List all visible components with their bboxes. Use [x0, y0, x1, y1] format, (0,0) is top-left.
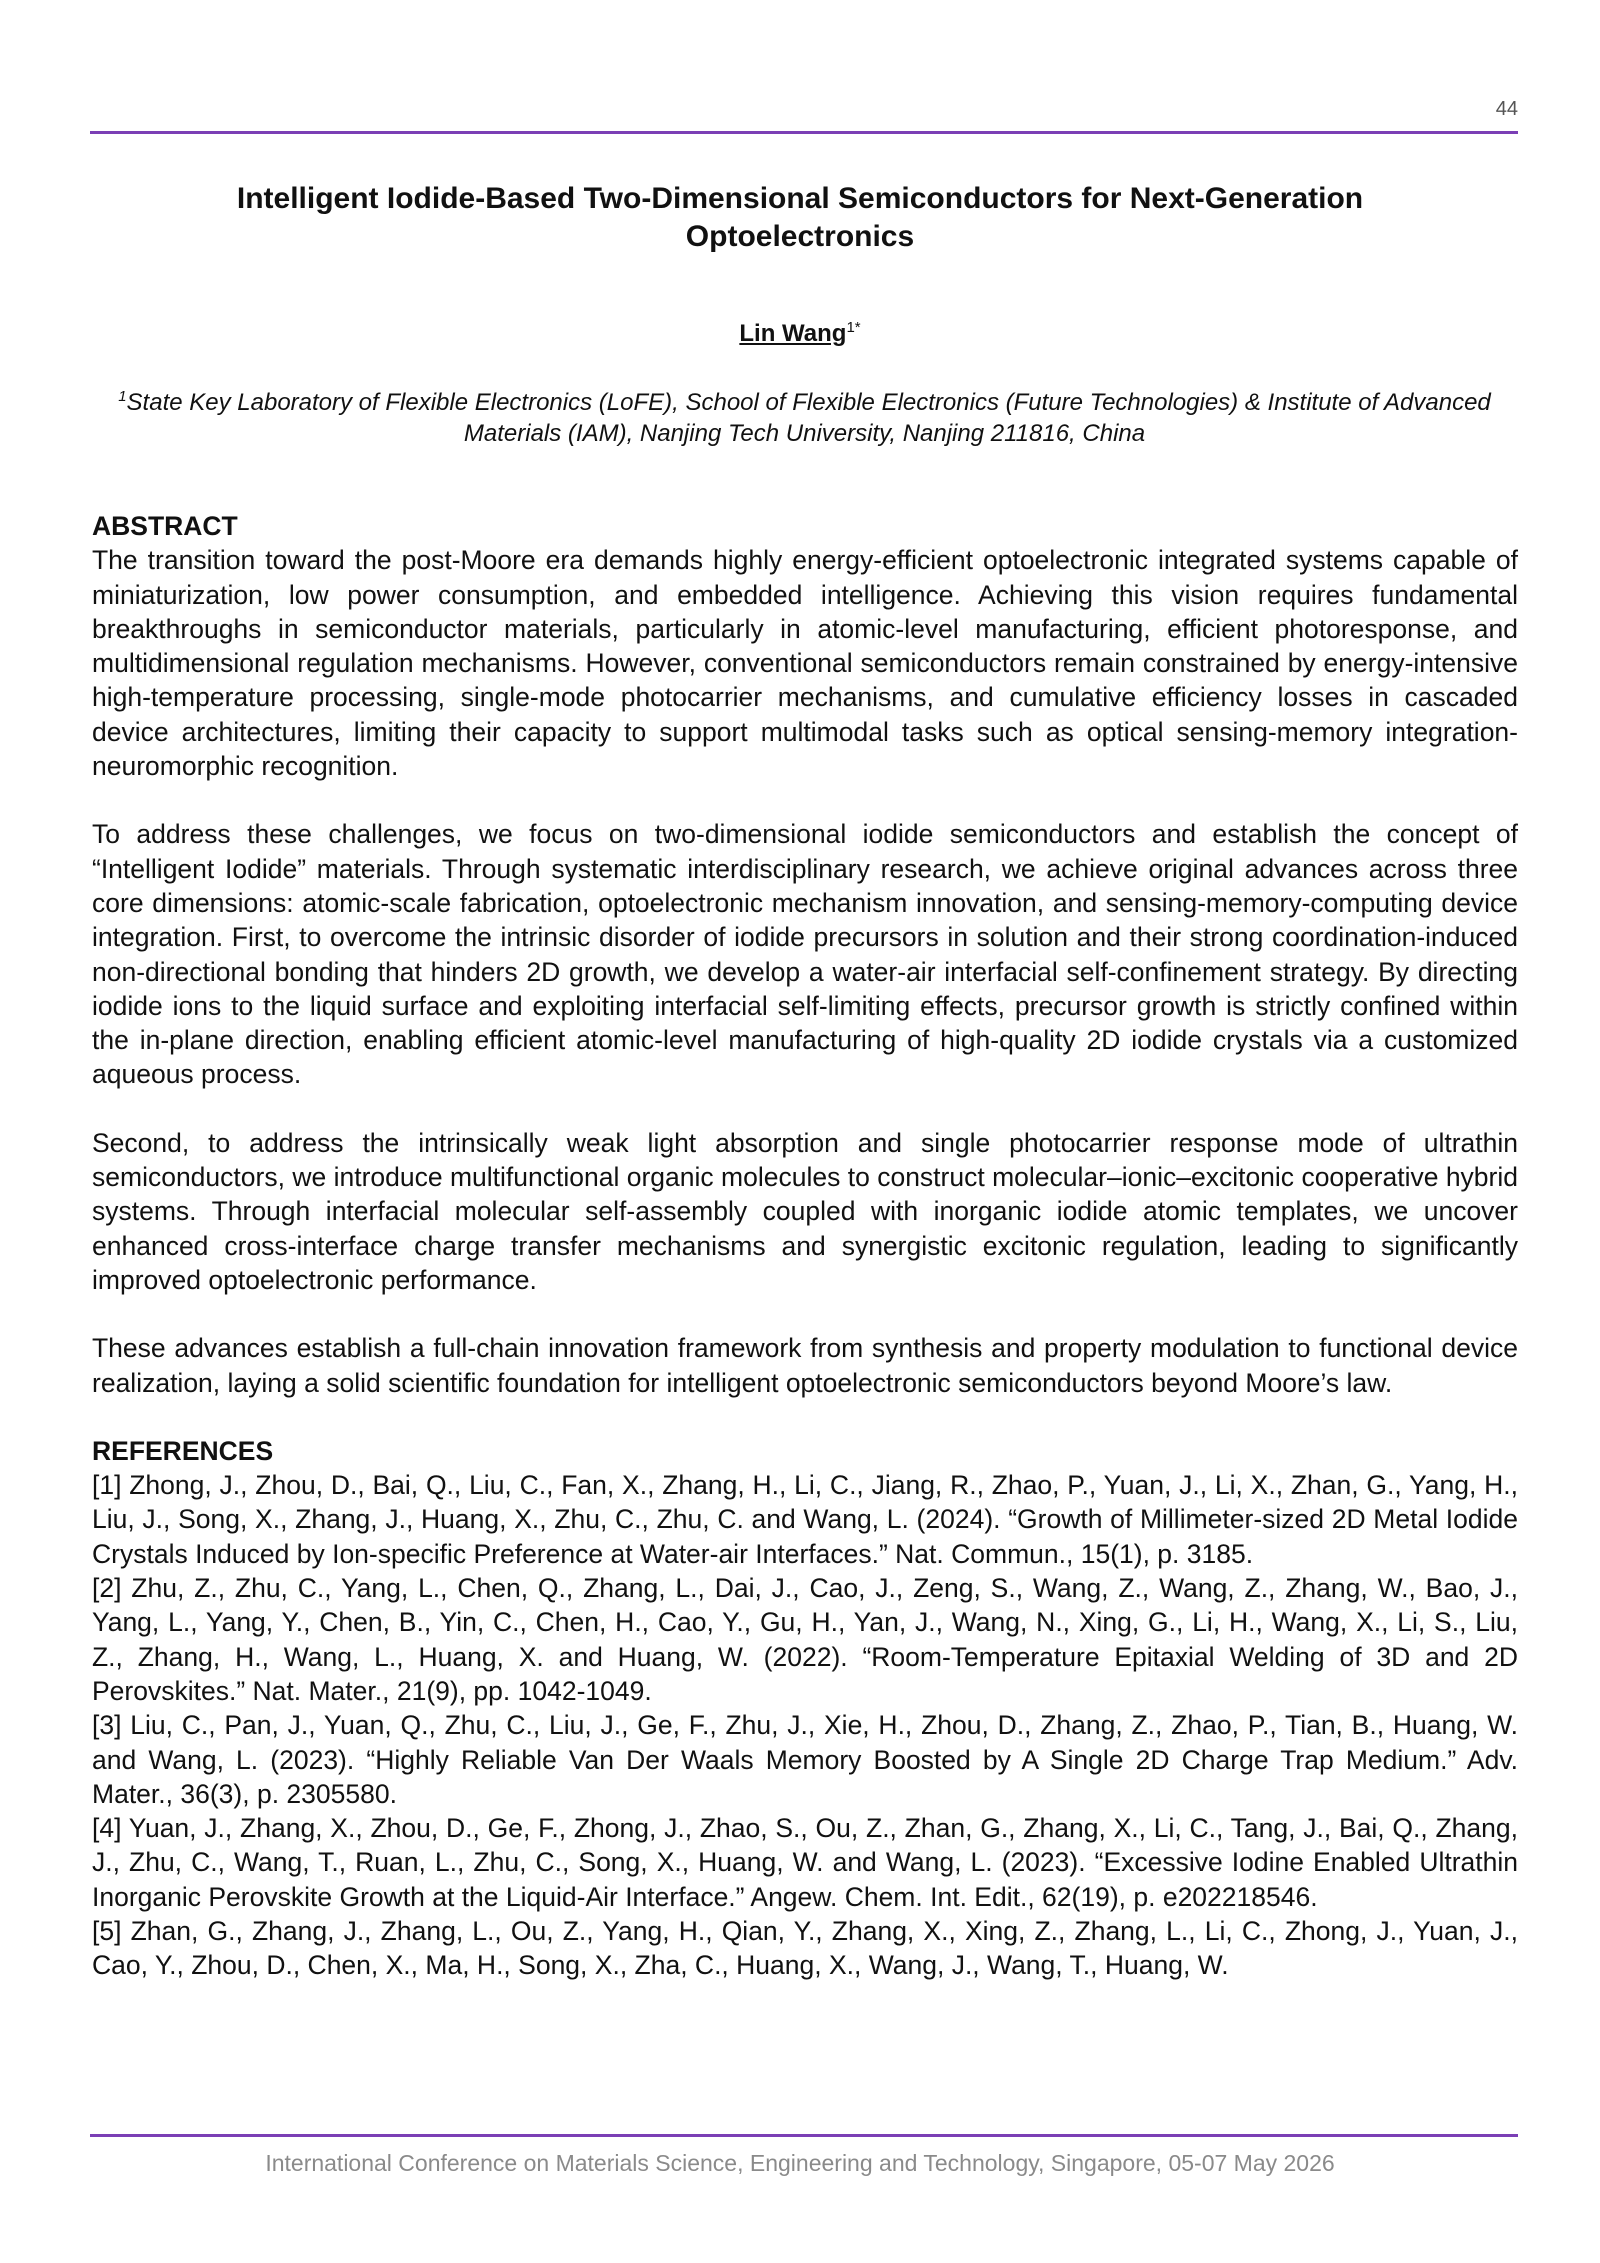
author-name: Lin Wang	[739, 320, 847, 347]
paper-title: Intelligent Iodide-Based Two-Dimensional Semiconductors for Next-Generation Optoelectronics	[236, 182, 1364, 253]
author-line	[0, 319, 1600, 348]
footer-rule	[90, 2134, 1518, 2137]
abstract-paragraph: These advances establish a full-chain innovation framework from synthesis and property modulation to functional device realization, laying a solid scientific foundation for intelligent optoelectronic semiconductors beyond Moore’s law.	[92, 1333, 1518, 1398]
author-superscript: 1*	[846, 319, 861, 336]
affiliation	[92, 381, 1517, 449]
affiliation-superscript: 1	[118, 388, 127, 405]
affiliation-text: State Key Laboratory of Flexible Electronics (LoFE), School of Flexible Electronics (Future Technologies) & Institute of Advanced Materials (IAM), Nanjing Tech University, Nanjing 211816, China	[126, 389, 1491, 447]
abstract-paragraph: To address these challenges, we focus on two-dimensional iodide semiconductors and establish the concept of “Intelligent Iodide” materials. Through systematic interdisciplinary research, we achieve original advances across three core dimensions: atomic-scale fabrication, optoelectronic mechanism innovation, and sensing-memory-computing device integration. First, to overcome the intrinsic disorder of iodide precursors in solution and their strong coordination-induced non-directional bonding that hinders 2D growth, we develop a water-air interfacial self-confinement strategy. By directing iodide ions to the liquid surface and exploiting interfacial self-limiting effects, precursor growth is strictly confined within the in-plane direction, enabling efficient atomic-level manufacturing of high-quality 2D iodide crystals via a customized aqueous process.	[92, 819, 1518, 1090]
references-section	[92, 1434, 1518, 1983]
reference-item: [5] Zhan, G., Zhang, J., Zhang, L., Ou, Z., Yang, H., Qian, Y., Zhang, X., Xing, Z., Zhang, L., Li, C., Zhong, J., Yuan, J., Cao, Y., Zhou, D., Chen, X., Ma, H., Song, X., Zha, C., Huang, X., Wang, J., Wang, T., Huang, W.	[92, 1915, 1518, 1981]
reference-item: [1] Zhong, J., Zhou, D., Bai, Q., Liu, C., Fan, X., Zhang, H., Li, C., Jiang, R., Zhao, P., Yuan, J., Li, X., Zhan, G., Yang, H., Liu, J., Song, X., Zhang, J., Huang, X., Zhu, C., Zhu, C. and Wang, L. (2024). “Growth of Millimeter-sized 2D Metal Iodide Crystals Induced by Ion-specific Preference at Water-air Interfaces.” Nat. Commun., 15(1), p. 3185.	[92, 1470, 1518, 1569]
footer-text: International Conference on Materials Science, Engineering and Technology, Singapore, 05-07 May 2026	[265, 2150, 1335, 2176]
reference-item: [2] Zhu, Z., Zhu, C., Yang, L., Chen, Q., Zhang, L., Dai, J., Cao, J., Zeng, S., Wang, Z., Wang, Z., Zhang, W., Bao, J., Yang, L., Yang, Y., Chen, B., Yin, C., Chen, H., Cao, Y., Gu, H., Yan, J., Wang, N., Xing, G., Li, H., Wang, X., Li, S., Liu, Z., Zhang, H., Wang, L., Huang, X. and Huang, W. (2022). “Room-Temperature Epitaxial Welding of 3D and 2D Perovskites.” Nat. Mater., 21(9), pp. 1042-1049.	[92, 1573, 1518, 1706]
abstract-paragraph: The transition toward the post-Moore era demands highly energy-efficient optoelectronic integrated systems capable of miniaturization, low power consumption, and embedded intelligence. Achieving this vision requires fundamental breakthroughs in semiconductor materials, particularly in atomic-level manufacturing, efficient photoresponse, and multidimensional regulation mechanisms. However, conventional semiconductors remain constrained by energy-intensive high-temperature processing, single-mode photocarrier mechanisms, and cumulative efficiency losses in cascaded device architectures, limiting their capacity to support multimodal tasks such as optical sensing-memory integration-neuromorphic recognition.	[92, 545, 1518, 782]
page-number: 44	[1495, 98, 1518, 120]
reference-item: [4] Yuan, J., Zhang, X., Zhou, D., Ge, F., Zhong, J., Zhao, S., Ou, Z., Zhan, G., Zhang, X., Li, C., Tang, J., Bai, Q., Zhang, J., Zhu, C., Wang, T., Ruan, L., Zhu, C., Song, X., Huang, W. and Wang, L. (2023). “Excessive Iodine Enabled Ultrathin Inorganic Perovskite Growth at the Liquid-Air Interface.” Angew. Chem. Int. Edit., 62(19), p. e202218546.	[92, 1813, 1518, 1912]
references-heading: REFERENCES	[92, 1435, 274, 1466]
reference-item: [3] Liu, C., Pan, J., Yuan, Q., Zhu, C., Liu, J., Ge, F., Zhu, J., Xie, H., Zhou, D., Zhang, Z., Zhao, P., Tian, B., Huang, W. and Wang, L. (2023). “Highly Reliable Van Der Waals Memory Boosted by A Single 2D Charge Trap Medium.” Adv. Mater., 36(3), p. 2305580.	[92, 1710, 1518, 1809]
abstract-paragraph: Second, to address the intrinsically weak light absorption and single photocarrier response mode of ultrathin semiconductors, we introduce multifunctional organic molecules to construct molecular–ionic–excitonic cooperative hybrid systems. Through interfacial molecular self-assembly coupled with inorganic iodide atomic templates, we uncover enhanced cross-interface charge transfer mechanisms and synergistic excitonic regulation, leading to significantly improved optoelectronic performance.	[92, 1127, 1518, 1295]
paper-body	[92, 509, 1518, 1983]
abstract-heading: ABSTRACT	[92, 511, 238, 541]
header-rule	[90, 131, 1518, 134]
